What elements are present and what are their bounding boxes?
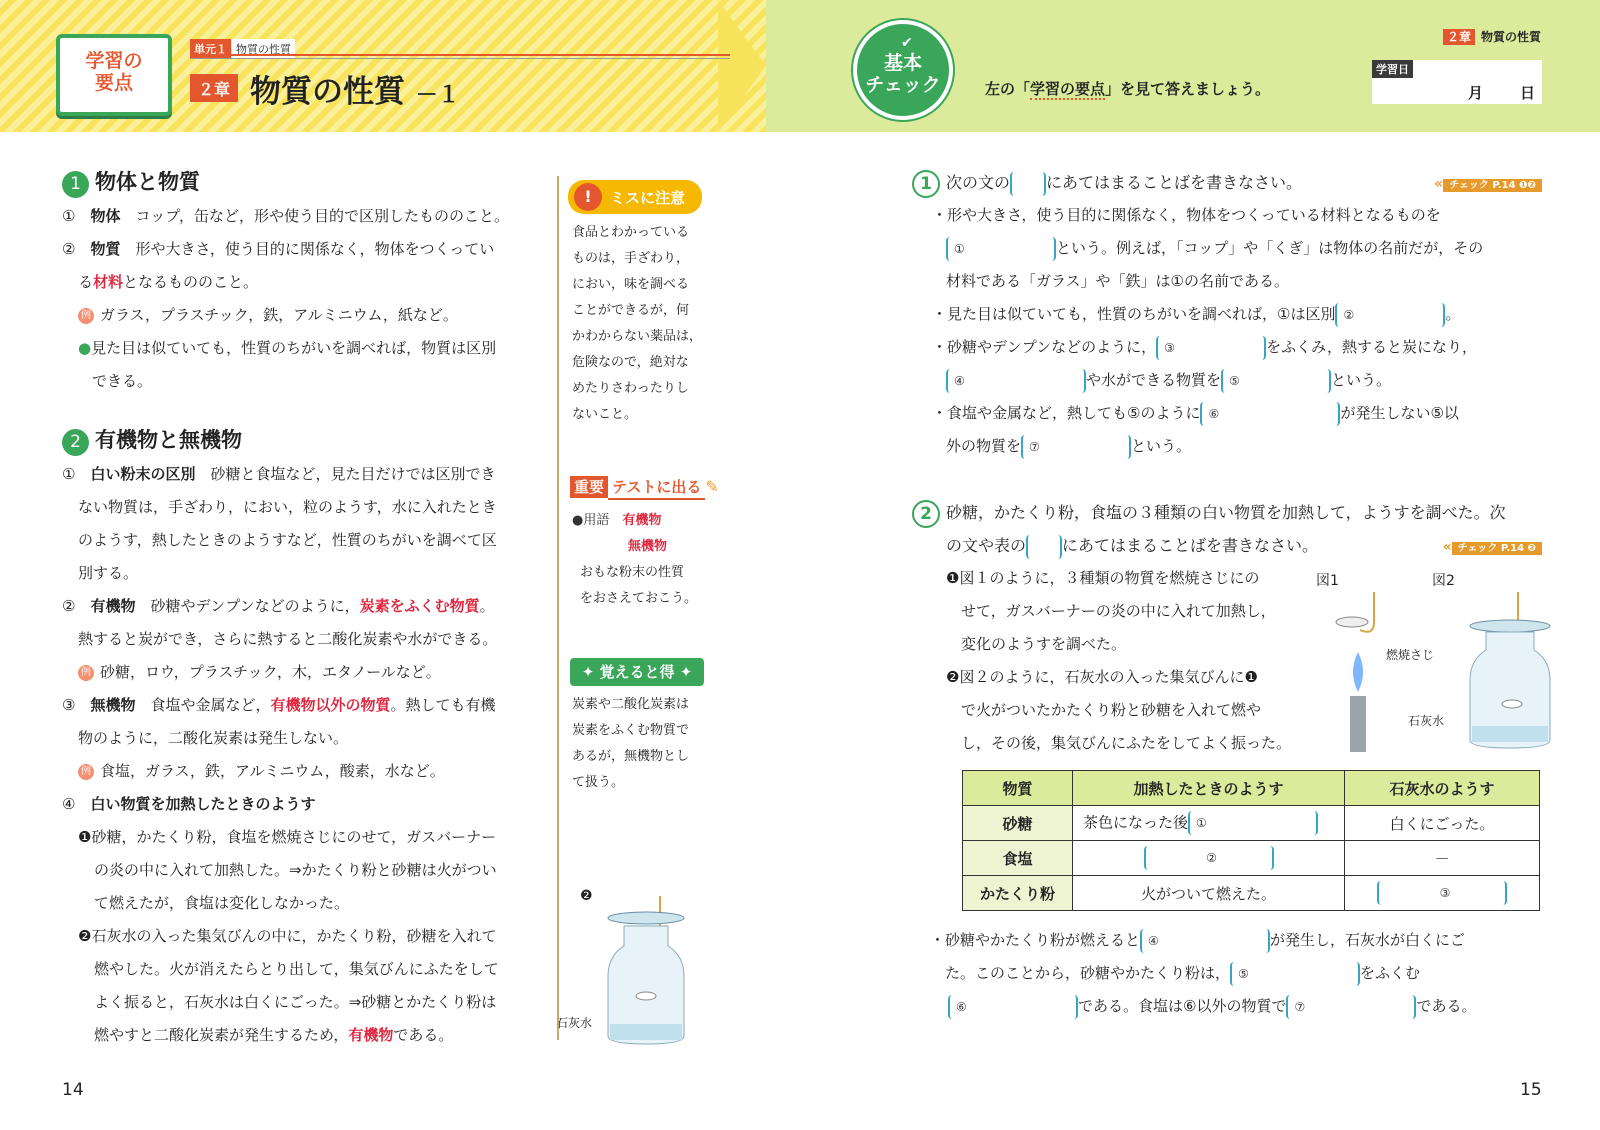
table-cell: － xyxy=(1345,841,1540,876)
bracket-icon xyxy=(1010,172,1046,196)
gas-jar-figure xyxy=(596,896,696,1046)
q1-header xyxy=(912,166,1542,199)
caution-line: ものは，手ざわり， xyxy=(572,251,690,266)
row-label: 食塩 xyxy=(963,841,1073,876)
s2-3-line-2: 物のように，二酸化炭素は発生しない。 xyxy=(78,729,349,747)
s1-note-2: できる。 xyxy=(92,372,153,390)
q2-answer-line-3 xyxy=(930,990,1550,1023)
text: ・砂糖やかたくり粉が燃えると xyxy=(930,931,1141,949)
remember-title: ✦ 覚えると得 ✦ xyxy=(581,663,693,681)
important-line: をおさえておこう。 xyxy=(580,591,698,606)
example-text: 砂糖，ロウ，プラスチック，木，エタノールなど。 xyxy=(100,663,441,681)
header-rule-thin xyxy=(190,58,730,59)
figure-2-lime-label: 石灰水 xyxy=(556,1016,593,1030)
answer-blank[interactable]: ② xyxy=(1144,846,1274,870)
study-points-badge xyxy=(56,34,172,116)
q2-step-line: し，その後，集気びんにふたをしてよく振った。 xyxy=(946,734,1292,752)
caution-line: めたりさわったりし xyxy=(572,381,689,396)
answer-blank[interactable]: ③ xyxy=(1377,881,1507,905)
highlight: 有機物 xyxy=(348,1026,394,1044)
text: ・食塩や金属など，熱しても⑤のように xyxy=(932,404,1201,422)
results-table xyxy=(962,770,1540,911)
fig1-spoon-label: 燃焼さじ xyxy=(1386,648,1435,662)
text: ・見た目は似ていても，性質のちがいを調べれば，①は区別 xyxy=(932,305,1336,323)
example-mark: 例 xyxy=(78,764,94,780)
date-label: 学習日 xyxy=(1372,60,1413,78)
q2-step-line: ❶図１のように，３種類の物質を燃焼さじにの xyxy=(946,569,1260,587)
s1-example xyxy=(62,299,552,332)
table-header: 石灰水のようす xyxy=(1345,771,1540,806)
caution-line: かわからない薬品は， xyxy=(572,329,703,344)
section-1-number: 1 xyxy=(62,171,89,198)
text: という。 xyxy=(1131,437,1192,455)
cell-text: 茶色になった後 xyxy=(1083,813,1189,832)
caution-line: 危険なので，絶対な xyxy=(572,355,689,370)
s2-1-line-2: ない物質は，手ざわり，におい，粒のようす，水に入れたとき xyxy=(78,498,497,516)
table-cell xyxy=(1073,806,1345,841)
s2-3-line xyxy=(62,689,552,722)
bullet-icon: ● xyxy=(78,339,92,357)
item-number: ④ xyxy=(62,795,76,813)
text: 食塩や金属など， xyxy=(150,696,271,714)
important-line: おもな粉末の性質 xyxy=(580,565,685,580)
s2-4-line-7 xyxy=(62,1019,552,1052)
table-header-row xyxy=(963,771,1540,806)
text: という。 xyxy=(1331,371,1392,389)
term: 白い粉末の区別 xyxy=(90,465,196,483)
item-text: 形や大きさ，使う目的に関係なく，物体をつくってい xyxy=(135,240,495,258)
fig1-label: 図1 xyxy=(1316,573,1339,589)
page-title xyxy=(250,66,460,111)
s2-2-line xyxy=(62,590,552,623)
title-suffix: －１ xyxy=(415,83,460,108)
right-chapter-tag: ２章 xyxy=(1443,29,1475,45)
answer-blank-7[interactable]: ⑦ xyxy=(1286,995,1416,1019)
s2-1-line xyxy=(62,458,552,491)
item-number: ② xyxy=(62,240,76,258)
q1-line-8 xyxy=(912,430,1542,463)
text: である。 xyxy=(393,1026,454,1044)
remember-tag xyxy=(570,658,704,686)
pencil-icon: ✎ xyxy=(705,477,719,496)
title-text: 物質の性質 xyxy=(250,74,405,110)
caution-title: ミスに注意 xyxy=(610,189,686,207)
row-label: かたくり粉 xyxy=(963,876,1073,911)
highlight: 炭素をふくむ物質 xyxy=(359,597,480,615)
text: である。食塩は⑥以外の物質で xyxy=(1078,997,1287,1015)
section-2-number: 2 xyxy=(62,429,89,456)
table-row xyxy=(963,841,1540,876)
text: にあてはまることばを書きなさい。 xyxy=(1046,173,1303,192)
text: 外の物質を xyxy=(946,437,1022,455)
term: 物体 xyxy=(90,207,121,225)
q2-step-line: で火がついたかたくり粉と砂糖を入れて燃や xyxy=(946,701,1262,719)
test-label: テストに出る xyxy=(608,476,705,500)
right-chapter-label xyxy=(1443,28,1541,45)
section-2-body xyxy=(62,458,552,1052)
answer-blank-4[interactable]: ④ xyxy=(1140,929,1270,953)
caution-icon: ! xyxy=(574,183,602,211)
burner-figure xyxy=(1330,592,1410,752)
term: 白い物質を加熱したときのようす xyxy=(90,795,316,813)
important-tag xyxy=(570,476,719,497)
table-row xyxy=(963,806,1540,841)
text: をふくむ xyxy=(1360,964,1421,982)
remember-line: て扱う。 xyxy=(572,775,625,790)
chevrons-icon: « xyxy=(1442,539,1452,555)
text: 。 xyxy=(479,597,495,615)
s2-4-line-4: ❷石灰水の入った集気びんの中に，かたくり粉，砂糖を入れて xyxy=(78,927,497,945)
item-number: ① xyxy=(62,465,76,483)
answer-blank-3[interactable]: ③ xyxy=(1156,336,1266,360)
remember-text xyxy=(572,692,689,796)
checkmark-icon: ✔ xyxy=(901,35,913,51)
text: にあてはまることばを書きなさい。 xyxy=(1062,536,1319,555)
q2-answers xyxy=(930,924,1550,1023)
text: 燃やすと二酸化炭素が発生するため， xyxy=(94,1026,349,1044)
text: である。 xyxy=(1416,997,1477,1015)
text: 砂糖，かたくり粉，食塩の３種類の白い物質を加熱して，ようすを調べた。次 xyxy=(946,503,1506,522)
term: 無機物 xyxy=(90,696,136,714)
jar-figure xyxy=(1460,592,1560,752)
example-text: 食塩，ガラス，鉄，アルミニウム，酸素，水など。 xyxy=(100,762,445,780)
item-text: コップ，缶など，形や使う目的で区別したもののこと。 xyxy=(135,207,510,225)
month-label: 月 xyxy=(1468,84,1484,102)
q1-line-4 xyxy=(912,298,1542,331)
q2-step-line: 変化のようすを調べた。 xyxy=(946,635,1127,653)
term: 物質 xyxy=(90,240,121,258)
header-rule xyxy=(190,54,730,56)
table-cell: 火がついて燃えた。 xyxy=(1073,876,1345,911)
s2-4-line-3: て燃えたが，食塩は変化しなかった。 xyxy=(94,894,350,912)
q2-reference xyxy=(1443,529,1542,565)
text: や水ができる物質を xyxy=(1086,371,1222,389)
header-arrow xyxy=(718,0,766,132)
q1-line-6 xyxy=(912,364,1542,397)
chevrons-icon: « xyxy=(1434,176,1444,192)
caution-line: ないこと。 xyxy=(572,407,638,422)
table-header: 物質 xyxy=(963,771,1073,806)
remember-line: あるが，無機物とし xyxy=(572,749,690,764)
section-1-body xyxy=(62,200,552,398)
s2-2-example xyxy=(62,656,552,689)
answer-blank-4[interactable]: ④ xyxy=(946,369,1086,393)
highlight: 有機物以外の物質 xyxy=(270,696,391,714)
q1-line-3: 材料である「ガラス」や「鉄」は①の名前である。 xyxy=(946,272,1289,290)
section-2-heading xyxy=(62,424,242,456)
chapter-tag: ２章 xyxy=(190,74,238,102)
s2-3-example xyxy=(62,755,552,788)
bracket-icon xyxy=(1026,535,1062,559)
caution-tag xyxy=(568,180,702,214)
right-chapter-name: 物質の性質 xyxy=(1481,30,1542,44)
text: 。熱しても有機 xyxy=(390,696,496,714)
item-text: 砂糖と食塩など，見た目だけでは区別でき xyxy=(210,465,496,483)
s2-4-line xyxy=(62,788,552,821)
instruction-key: 学習の要点 xyxy=(1030,80,1106,98)
text: をふくみ，熱すると炭になり， xyxy=(1266,338,1478,356)
remember-line: 炭素をふくむ物質で xyxy=(572,723,690,738)
table-cell: 白くにごった。 xyxy=(1345,806,1540,841)
q2-number: 2 xyxy=(912,500,940,528)
text: ・砂糖やデンプンなどのように， xyxy=(932,338,1157,356)
caution-text xyxy=(572,220,702,428)
q2-header-2 xyxy=(912,529,1542,562)
important-text xyxy=(572,508,697,612)
answer-blank-7[interactable]: ⑦ xyxy=(1021,435,1131,459)
text: となるもののこと。 xyxy=(123,273,259,291)
caution-line: におい，味を調べる xyxy=(572,277,690,292)
text: 砂糖やデンプンなどのように， xyxy=(150,597,360,615)
badge-line-1: 学習の xyxy=(85,50,143,72)
answer-blank-6[interactable]: ⑥ xyxy=(948,995,1078,1019)
term-label: ●用語 xyxy=(572,513,610,528)
s2-4-line-6: よく振ると，石灰水は白くにごった。⇒砂糖とかたくり粉は xyxy=(94,993,497,1011)
q1-line-7 xyxy=(912,397,1542,430)
highlight: 材料 xyxy=(93,273,124,291)
fig2-label: 図2 xyxy=(1432,573,1455,589)
page-number-right: 15 xyxy=(1520,1080,1542,1100)
fig2-lime-label: 石灰水 xyxy=(1408,714,1445,728)
note-text: 見た目は似ていても，性質のちがいを調べれば，物質は区別 xyxy=(91,339,497,357)
q2-steps xyxy=(946,562,1291,760)
answer-blank-5[interactable]: ⑤ xyxy=(1230,962,1360,986)
question-2 xyxy=(912,496,1542,562)
badge-right-line-1: 基本 xyxy=(883,52,922,74)
text: る xyxy=(78,273,94,291)
s2-4-line-2: の炎の中に入れて加熱した。⇒かたくり粉と砂糖は火がつい xyxy=(94,861,497,879)
instruction xyxy=(985,78,1270,99)
item-number: ① xyxy=(62,207,76,225)
text: た。このことから，砂糖やかたくり粉は， xyxy=(930,964,1231,982)
s2-2-line-2: 熱すると炭ができ，さらに熱すると二酸化炭素や水ができる。 xyxy=(78,630,498,648)
table-row xyxy=(963,876,1540,911)
example-text: ガラス，プラスチック，鉄，アルミニウム，紙など。 xyxy=(100,306,458,324)
unit-name: 物質の性質 xyxy=(232,39,295,59)
caution-line: ことができるが，何 xyxy=(572,303,690,318)
answer-blank-1[interactable]: ① xyxy=(946,237,1056,261)
example-mark: 例 xyxy=(78,665,94,681)
reference-tag: チェック P.14 ❶❷ xyxy=(1443,179,1542,192)
s2-4-line-5: 燃やした。火が消えたらとり出して，集気びんにふたをして xyxy=(94,960,499,978)
q2-answer-line-2 xyxy=(930,957,1550,990)
text: 。 xyxy=(1445,305,1461,323)
q2-step-line: せて，ガスバーナーの炎の中に入れて加熱し， xyxy=(946,602,1276,620)
s1-line-1 xyxy=(62,200,552,233)
text: 次の文の xyxy=(946,173,1011,192)
term: 有機物 xyxy=(90,597,136,615)
s1-note-1 xyxy=(62,332,552,365)
answer-blank-5[interactable]: ⑤ xyxy=(1221,369,1331,393)
q1-line-5 xyxy=(912,331,1542,364)
instruction-pre: 左の「 xyxy=(985,80,1031,98)
page-number-left: 14 xyxy=(62,1080,84,1100)
q1-reference xyxy=(1434,166,1542,202)
term-1: 有機物 xyxy=(622,513,662,528)
s2-1-line-3: のようす，熱したときのようすなど，性質のちがいを調べて区 xyxy=(78,531,497,549)
text: の文や表の xyxy=(946,536,1027,555)
unit-tag: 単元１ xyxy=(190,39,231,59)
caution-line: 食品とわかっている xyxy=(572,225,690,240)
table-cell xyxy=(1345,876,1540,911)
basic-check-badge xyxy=(853,20,953,120)
text: という。例えば，「コップ」や「くぎ」は物体の名前だが，その xyxy=(1056,239,1484,257)
table-header: 加熱したときのようす xyxy=(1073,771,1345,806)
question-1 xyxy=(912,166,1542,463)
example-mark: 例 xyxy=(78,308,94,324)
term-2: 無機物 xyxy=(628,539,668,554)
item-number: ② xyxy=(62,597,76,615)
q1-line-1: ・形や大きさ，使う目的に関係なく，物体をつくっている材料となるものを xyxy=(932,206,1441,224)
item-number: ③ xyxy=(62,696,76,714)
s2-1-line-4: 別する。 xyxy=(78,564,139,582)
section-1-heading xyxy=(62,166,200,198)
day-label: 日 xyxy=(1520,84,1536,102)
section-1-title: 物体と物質 xyxy=(95,170,200,194)
answer-blank[interactable]: ① xyxy=(1188,811,1318,835)
term-line-1 xyxy=(572,508,697,534)
s1-line-2 xyxy=(62,233,552,266)
study-date-box[interactable] xyxy=(1372,60,1542,104)
answer-blank-2[interactable]: ② xyxy=(1335,303,1445,327)
sidebar-rule xyxy=(557,176,559,1040)
important-label: 重要 xyxy=(570,476,608,498)
remember-line: 炭素や二酸化炭素は xyxy=(572,697,690,712)
badge-line-2: 要点 xyxy=(94,72,133,94)
section-2-title: 有機物と無機物 xyxy=(95,428,242,452)
s2-4-line-1: ❶砂糖，かたくり粉，食塩を燃焼さじにのせて，ガスバーナー xyxy=(78,828,497,846)
answer-blank-6[interactable]: ⑥ xyxy=(1200,402,1340,426)
q2-answer-line-1 xyxy=(930,924,1550,957)
q1-line-2 xyxy=(912,232,1542,265)
q2-step-line: ❷図２のように，石灰水の入った集気びんに❶ xyxy=(946,668,1258,686)
reference-tag: チェック P.14 ❷ xyxy=(1452,542,1542,555)
text: が発生しない⑤以 xyxy=(1340,404,1459,422)
text: が発生し，石灰水が白くにご xyxy=(1270,931,1466,949)
row-label: 砂糖 xyxy=(963,806,1073,841)
figure-2-number: ❷ xyxy=(580,888,593,904)
q1-number: 1 xyxy=(912,170,940,198)
instruction-post: 」を見て答えましょう。 xyxy=(1105,80,1271,98)
table-cell xyxy=(1073,841,1345,876)
q2-header xyxy=(912,496,1542,529)
s1-line-3 xyxy=(62,266,552,299)
term-line-2 xyxy=(572,534,697,560)
badge-right-line-2: チェック xyxy=(865,74,941,96)
